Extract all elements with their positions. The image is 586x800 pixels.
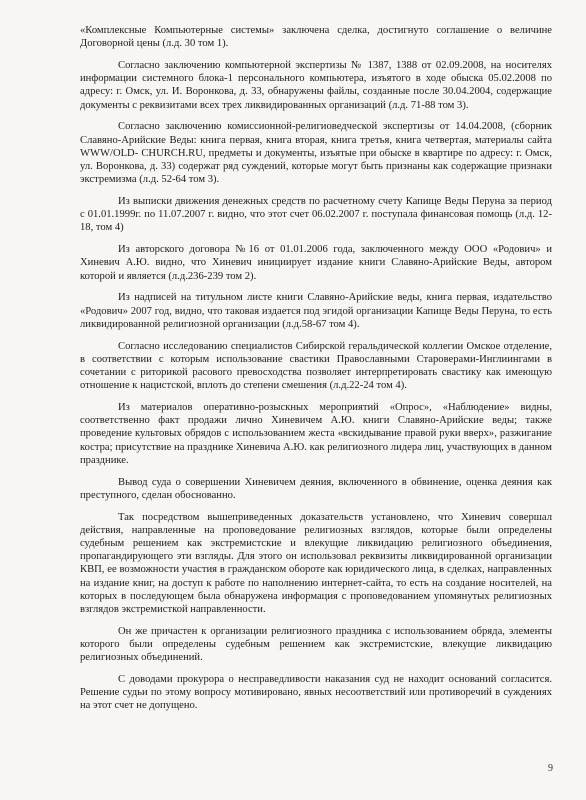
document-body [80,24,552,721]
page-number: 9 [548,763,553,774]
paragraph-9: Вывод суда о совершении Хиневичем деяния, включенного в обвинение, оценка деяния как преступного, сделан обоснованно. [80,476,552,501]
paragraph-2: Согласно заключению компьютерной экспертизы № 1387, 1388 от 02.09.2008, на носителях информации системного блока-1 персонального компьютера, изъятого в ходе обыска 05.02.2008 по адресу: г. Омск, ул. И. Воронкова, д. 33, обнаружены файлы, созданные после 30.04.2004, содержащие документы с реквизитами всех трех ликвидированных организаций (л.д. 71-88 том 3). [80,60,552,111]
paragraph-11: Он же причастен к организации религиозного праздника с использованием обряда, элементы которого были определены судебным решением как экстремистские, влекущие ликвидацию религиозных объединений. [80,625,552,664]
paragraph-3: Согласно заключению комиссионной-религиоведческой экспертизы от 14.04.2008, (сборник Славяно-Арийские Веды: книга первая, книга вторая, книга третья, книга четвертая, материалы сайта WWW/OLD- CHURCH.RU, предметы и документы, изъятые при обыске в квартире по адресу: г. Омск, ул. Воронкова, д. 33) содержат ряд суждений, которые могут быть признаны как содержащие признаки экстремизма (л.д. 52-64 том 3). [80,121,552,186]
paragraph-12: С доводами прокурора о несправедливости наказания суд не находит оснований согласится. Решение судьи по этому вопросу мотивировано, явных несоответствий или противоречий в суждениях на этот счет не допущено. [80,674,552,712]
paragraph-1: «Комплексные Компьютерные системы» заключена сделка, достигнуто соглашение о величине Договорной цены (л.д. 30 том 1). [80,25,552,50]
paragraph-5: Из авторского договора №16 от 01.01.2006 года, заключенного между ООО «Родович» и Хиневич А.Ю. видно, что Хиневич инициирует издание книги Славяно-Арийские Веды, автором которой и является (л.д.236-239 том 2). [80,244,552,282]
paragraph-4: Из выписки движения денежных средств по расчетному счету Капище Веды Перуна за период с 01.01.1999г. по 11.07.2007 г. видно, что этот счет 06.02.2007 г. поступала финансовая помощь (л.д. 12-18, том 4) [80,196,552,234]
paragraph-8: Из материалов оперативно-розыскных мероприятий «Опрос», «Наблюдение» видны, соответственно факт продажи лично Хиневичем А.Ю. книги Славяно-Арийские веды; также проведение культовых обрядов с использованием жеста «вскидывание правой руки вверх», разжигание костра; присутствие на празднике Хиневича А.Ю. как религиозного лидера лиц, участвующих в данном празднике. [80,402,552,466]
paragraph-6: Из надписей на титульном листе книги Славяно-Арийские веды, книга первая, издательство «Родович» 2007 год, видно, что таковая издается под эгидой организации Капище Веды Перуна, то есть ликвидированной религиозной организации (л.д.58-67 том 4). [80,292,552,330]
paragraph-7: Согласно исследованию специалистов Сибирской геральдической коллегии Омское отделение, в соответствии с которым использование свастики Православными Староверами-Инглиингами в сочетании с риторикой расового превосходства позволяет интерпретировать свастику как имеющую отношение к нацистской, вплоть до степени смешения (л.д.22-24 том 4). [80,340,552,392]
paragraph-10: Так посредством вышеприведенных доказательств установлено, что Хиневич совершал действия, направленные на проповедование религиозных взглядов, которые были определены судебным решением как экстремистские и влекущие ликвидацию религиозного объединения, пропагандирующего эти взгляды. Для этого он использовал реквизиты ликвидированной организации КВП, ее возможности участия в гражданском обороте как юридического лица, в сделках, направленных на издание книг, на доступ к работе по наполнению интернет-сайта, то есть на создание носителей, на которых в последующем была обнаружена информация с проповедованием упомянутых религиозных взглядов экстремисткой направленности. [80,511,552,616]
